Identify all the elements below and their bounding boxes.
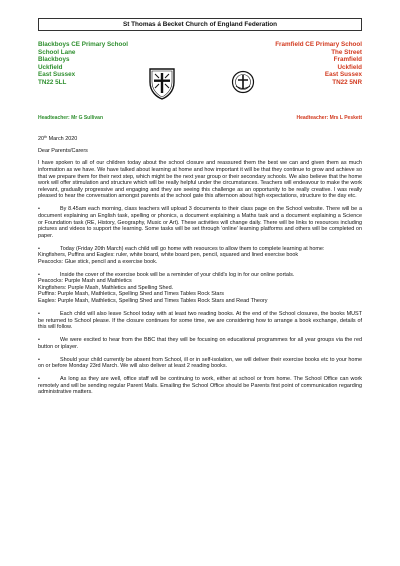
date-suffix: th (44, 135, 48, 139)
bullet-icon: • (38, 376, 40, 382)
address-line: TN22 5NR (332, 78, 362, 86)
login-line: Peacocks: Purple Mash and Mathletics (38, 278, 132, 285)
greeting: Dear Parents/Carers (38, 147, 88, 154)
bullet-uploads (38, 206, 362, 239)
bullet-text: Each child will also leave School today with at least two reading books. At the end of the School closures, the books MUST be returned to School please. If the closure continues for some time, we are considering how to arrange a book exchange, details of this will follow. (38, 310, 362, 331)
intro-paragraph: I have spoken to all of our children today about the school closure and reassured them the best we can and given them as much information as we have. We have talked about learning at home and how important it will be that they continue to grow and achieve so that we prepare them for their next step, which might be the next year group or their secondary schools. We also believe that the home work will offer stimulation and structure which will be really helpful under the circumstances. Teachers will endeavour to make the work relevant, gradually progressive and engaging and they are seeing this challenge as an opportunity to be really creative. I was really pleased to hear the conversation amongst parents at the school gate this afternoon about high expectations, structure to the day etc. (38, 160, 362, 200)
framfield-address (275, 41, 362, 87)
address-line: East Sussex (38, 71, 76, 79)
login-line: Puffins: Purple Mash, Mathletics, Spelling Shed and Times Tables Rock Stars (38, 291, 224, 298)
church-emblem-icon (231, 70, 255, 94)
bullet-icon: • (38, 206, 40, 213)
address-line: Uckfield (337, 63, 362, 71)
address-line: Framfield (333, 56, 362, 64)
bullet-text: As long as they are well, office staff will be continuing to work, either at school or from home. The School Office can work remotely and will be sending regular Parent Mails. Emailing the School Office should be Parents first point of communication regarding administrative matters. (38, 376, 362, 396)
address-line: East Sussex (324, 71, 362, 79)
federation-title: St Thomas á Becket Church of England Federation (38, 18, 362, 31)
resource-line: Peacocks: Glue stick, pencil and a exercise book. (38, 258, 158, 265)
login-line: Eagles: Purple Mash, Mathletics, Spelling Shed and Times Tables Rock Stars and Read Theory (38, 298, 268, 305)
address-line: Blackboys CE Primary School (38, 41, 128, 48)
date-rest: March 2020 (47, 136, 78, 142)
bullet-icon: • (38, 245, 40, 252)
bullet-text: Should your child currently be absent from School, ill or in self-isolation, we will deliver their exercise books etc to your home on or before Monday 23rd March. We will also deliver at least 2 reading books. (38, 356, 362, 370)
blackboys-headteacher: Headteacher: Mr G Sullivan (38, 115, 104, 121)
bullet-text: By 8.45am each morning, class teachers will upload 3 documents to their class page on the School website. There will be a document explaining an English task, spelling or phonics, a document explaining a Maths task and a document explaining a Science or Foundation task (RE, History, Geography, Music or Art). These activities will change daily. There will be links to resources including pictures and videos to support the learning. Some tasks will be set through 'online' learning platforms and others will be completed on paper. (38, 206, 362, 239)
bullet-logins (38, 272, 362, 305)
login-line: Kingfishers: Purple Mash, Mathletics and Spelling Shed. (38, 284, 174, 291)
bullet-office (38, 376, 362, 396)
bullet-icon: • (38, 310, 40, 317)
bullet-icon: • (38, 337, 40, 344)
resource-line: Kingfishers, Puffins and Eagles: ruler, white board, white board pen, pencil, squared and lined exercise book (38, 252, 299, 259)
bullet-reading-books (38, 311, 362, 331)
letter-date (38, 136, 362, 143)
bullet-absent (38, 357, 362, 370)
bullet-text: Inside the cover of the exercise book will be a reminder of your child's log in for our online portals. (60, 271, 295, 278)
address-line: Framfield CE Primary School (275, 41, 362, 48)
framfield-headteacher: Headteacher: Mrs L Peskett (296, 115, 362, 121)
date-day: 20 (38, 136, 45, 142)
bullet-icon: • (38, 356, 40, 363)
bullet-text: Today (Friday 20th March) each child will go home with resources to allow them to complete learning at home: (60, 245, 325, 252)
bullet-resources (38, 246, 362, 266)
federation-shield-icon (148, 67, 176, 101)
address-line: Blackboys (38, 56, 70, 64)
address-line: The Street (331, 48, 362, 56)
letter-body (38, 136, 362, 402)
bullet-icon: • (38, 271, 40, 278)
blackboys-address (38, 41, 128, 87)
bullet-text: We were excited to hear from the BBC that they will be focusing on educational programmes for all year groups via the red button or iplayer. (38, 337, 362, 350)
address-line: School Lane (38, 48, 76, 56)
address-line: Uckfield (38, 63, 63, 71)
address-line: TN22 5LL (38, 78, 67, 86)
bullet-bbc (38, 337, 362, 350)
